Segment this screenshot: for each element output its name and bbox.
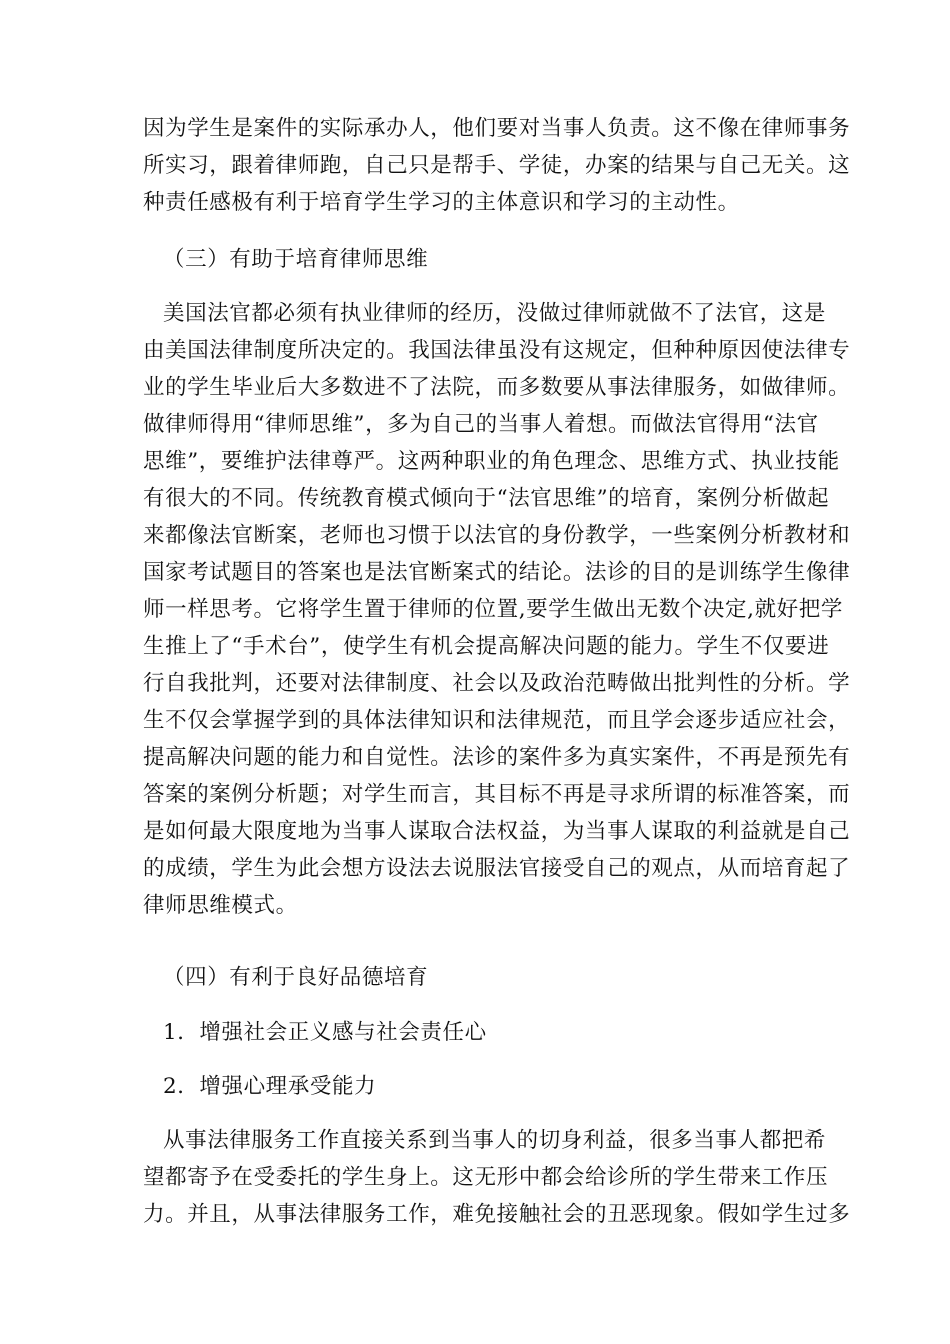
text-line: 来都像法官断案，老师也习惯于以法官的身份教学，一些案例分析教材和 xyxy=(143,523,851,548)
text-line: 答案的案例分析题；对学生而言，其目标不再是寻求所谓的标准答案，而 xyxy=(143,782,851,807)
text-line: 国家考试题目的答案也是法官断案式的结论。法诊的目的是训练学生像律 xyxy=(143,560,851,585)
text-line: 是如何最大限度地为当事人谋取合法权益，为当事人谋取的利益就是自己 xyxy=(143,819,851,844)
text-line: 美国法官都必须有执业律师的经历，没做过律师就做不了法官，这是 xyxy=(163,301,827,326)
text-line: 律师思维模式。 xyxy=(143,893,298,918)
text-line: 的成绩，学生为此会想方设法去说服法官接受自己的观点，从而培育起了 xyxy=(143,856,851,881)
text-line: 做律师得用“律师思维”，多为自己的当事人着想。而做法官得用“法官 xyxy=(143,412,819,437)
text-line: 行自我批判，还要对法律制度、社会以及政治范畴做出批判性的分析。学 xyxy=(143,671,851,696)
text-line: 有很大的不同。传统教育模式倾向于“法官思维”的培育，案例分析做起 xyxy=(143,486,830,511)
text-line: 力。并且，从事法律服务工作，难免接触社会的丑恶现象。假如学生过多 xyxy=(143,1202,851,1227)
subsection-heading: 2．增强心理承受能力 xyxy=(163,1074,377,1099)
text-line: 思维”，要维护法律尊严。这两种职业的角色理念、思维方式、执业技能 xyxy=(143,449,840,474)
text-line: 师一样思考。它将学生置于律师的位置,要学生做出无数个决定,就好把学 xyxy=(143,597,843,622)
text-line: 业的学生毕业后大多数进不了法院，而多数要从事法律服务，如做律师。 xyxy=(143,375,851,400)
subsection-heading: 1．增强社会正义感与社会责任心 xyxy=(163,1020,487,1045)
text-line: 生推上了“手术台”，使学生有机会提高解决问题的能力。学生不仅要进 xyxy=(143,634,830,659)
text-line: 因为学生是案件的实际承办人，他们要对当事人负责。这不像在律师事务 xyxy=(143,116,851,141)
text-line: 种责任感极有利于培育学生学习的主体意识和学习的主动性。 xyxy=(143,190,740,215)
text-line: 从事法律服务工作直接关系到当事人的切身利益，很多当事人都把希 xyxy=(163,1128,827,1153)
section-heading: （四）有利于良好品德培育 xyxy=(163,965,429,990)
text-line: 由美国法律制度所决定的。我国法律虽没有这规定，但种种原因使法律专 xyxy=(143,338,851,363)
text-line: 望都寄予在受委托的学生身上。这无形中都会给诊所的学生带来工作压 xyxy=(143,1165,829,1190)
text-line: 所实习，跟着律师跑，自己只是帮手、学徒，办案的结果与自己无关。这 xyxy=(143,153,851,178)
section-heading: （三）有助于培育律师思维 xyxy=(163,247,429,272)
text-line: 提高解决问题的能力和自觉性。法诊的案件多为真实案件，不再是预先有 xyxy=(143,745,851,770)
text-line: 生不仅会掌握学到的具体法律知识和法律规范，而且学会逐步适应社会， xyxy=(143,708,851,733)
